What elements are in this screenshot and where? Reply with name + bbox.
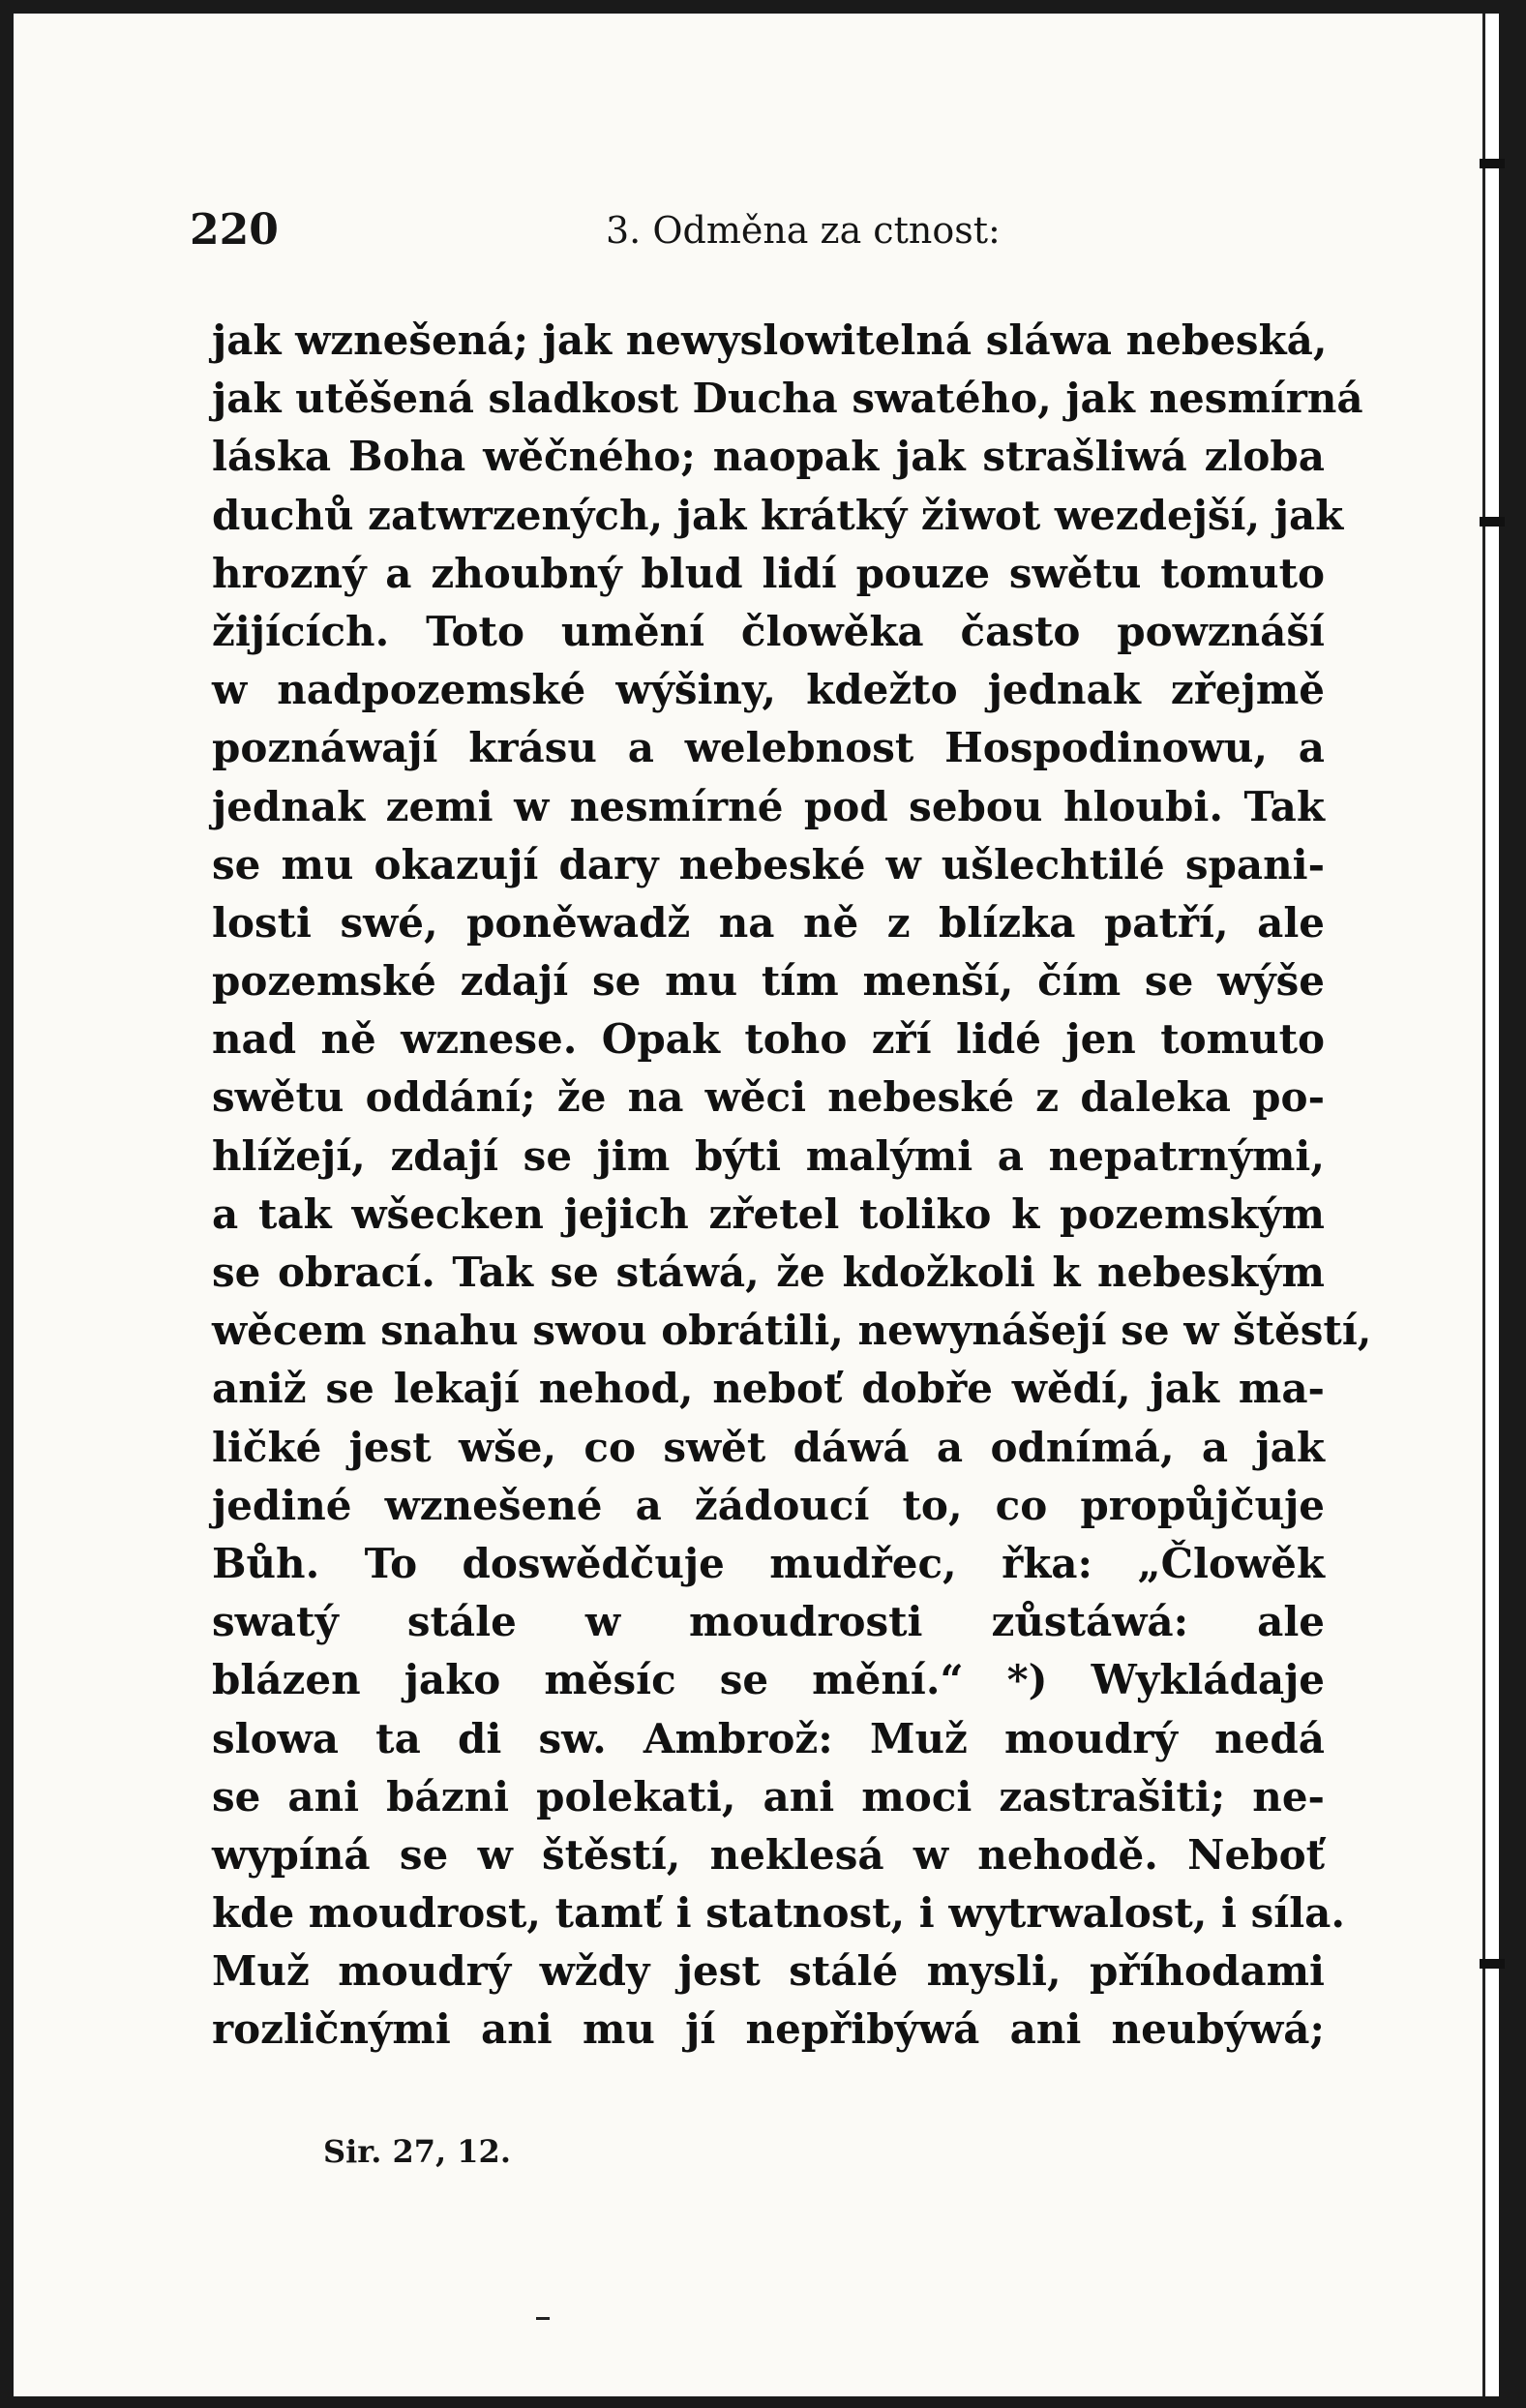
text-line: nad ně wznese. Opak toho zří lidé jen tomuto: [212, 1015, 1325, 1064]
footnote: Sir. 27, 12.: [323, 2133, 511, 2170]
text-line: Bůh. To doswědčuje mudřec, řka: „Člowěk: [212, 1539, 1325, 1587]
text-line: poznáwají krásu a welebnost Hospodinowu, a: [212, 724, 1325, 772]
text-line: hlížejí, zdají se jim býti malými a nepatrnými,: [212, 1131, 1325, 1180]
text-line: w nadpozemské wýšiny, kdežto jednak zřejmě: [212, 666, 1325, 714]
text-line: se ani bázni polekati, ani moci zastrašiti; ne-: [212, 1772, 1325, 1821]
text-line: kde moudrost, tamť i statnost, i wytrwalost, i síla.: [212, 1889, 1346, 1938]
text-line: Muž moudrý wždy jest stálé mysli, příhodami: [212, 1947, 1325, 1996]
text-line: žijících. Toto umění člowěka často powznáší: [212, 607, 1325, 655]
text-line: rozličnými ani mu jí nepřibýwá ani neubýwá;: [212, 2005, 1325, 2054]
text-line: duchů zatwrzených, jak krátký žiwot wezdejší, jak: [212, 491, 1344, 539]
edge-tab: [1480, 1959, 1505, 1969]
text-line: wěcem snahu swou obrátili, newynášejí se w štěstí,: [212, 1307, 1372, 1355]
text-line: jak utěšená sladkost Ducha swatého, jak nesmírná: [212, 375, 1363, 423]
text-line: aniž se lekají nehod, neboť dobře wědí, jak ma-: [212, 1365, 1325, 1413]
text-line: láska Boha wěčného; naopak jak strašliwá zloba: [212, 433, 1325, 481]
text-line: wypíná se w štěstí, neklesá w nehodě. Neboť: [212, 1830, 1325, 1879]
stray-mark: [536, 2317, 550, 2320]
text-line: a tak wšecken jejich zřetel toliko k pozemským: [212, 1189, 1325, 1238]
text-line: slowa ta di sw. Ambrož: Muž moudrý nedá: [212, 1714, 1325, 1762]
text-line: losti swé, poněwadž na ně z blízka patří, ale: [212, 898, 1325, 947]
text-line: swatý stále w moudrosti zůstáwá: ale: [212, 1598, 1325, 1646]
text-line: swětu oddání; že na wěci nebeské z daleka po-: [212, 1073, 1325, 1122]
book-page: [14, 14, 1499, 2396]
edge-tab: [1480, 517, 1505, 527]
text-line: jediné wznešené a žádoucí to, co propůjčuje: [212, 1481, 1325, 1529]
edge-tab: [1480, 159, 1505, 168]
text-line: jak wznešená; jak newyslowitelná sláwa nebeská,: [212, 316, 1328, 364]
page-number: 220: [190, 205, 279, 255]
text-line: se obrací. Tak se stáwá, že kdožkoli k nebeským: [212, 1249, 1325, 1296]
page-edge: [1482, 14, 1499, 2396]
text-line: hrozný a zhoubný blud lidí pouze swětu tomuto: [212, 549, 1325, 597]
text-line: se mu okazují dary nebeské w ušlechtilé spani-: [212, 840, 1325, 888]
running-title: 3. Odměna za ctnost:: [606, 209, 1001, 252]
text-line: jednak zemi w nesmírné pod sebou hloubi. Tak: [212, 782, 1325, 830]
text-line: blázen jako měsíc se mění.“ *) Wykládaje: [212, 1656, 1325, 1704]
page-header: [190, 205, 1322, 263]
text-line: ličké jest wše, co swět dáwá a odnímá, a jak: [212, 1423, 1325, 1471]
body-text: [212, 312, 1372, 2060]
text-line: pozemské zdají se mu tím menší, čím se wýše: [212, 957, 1325, 1006]
